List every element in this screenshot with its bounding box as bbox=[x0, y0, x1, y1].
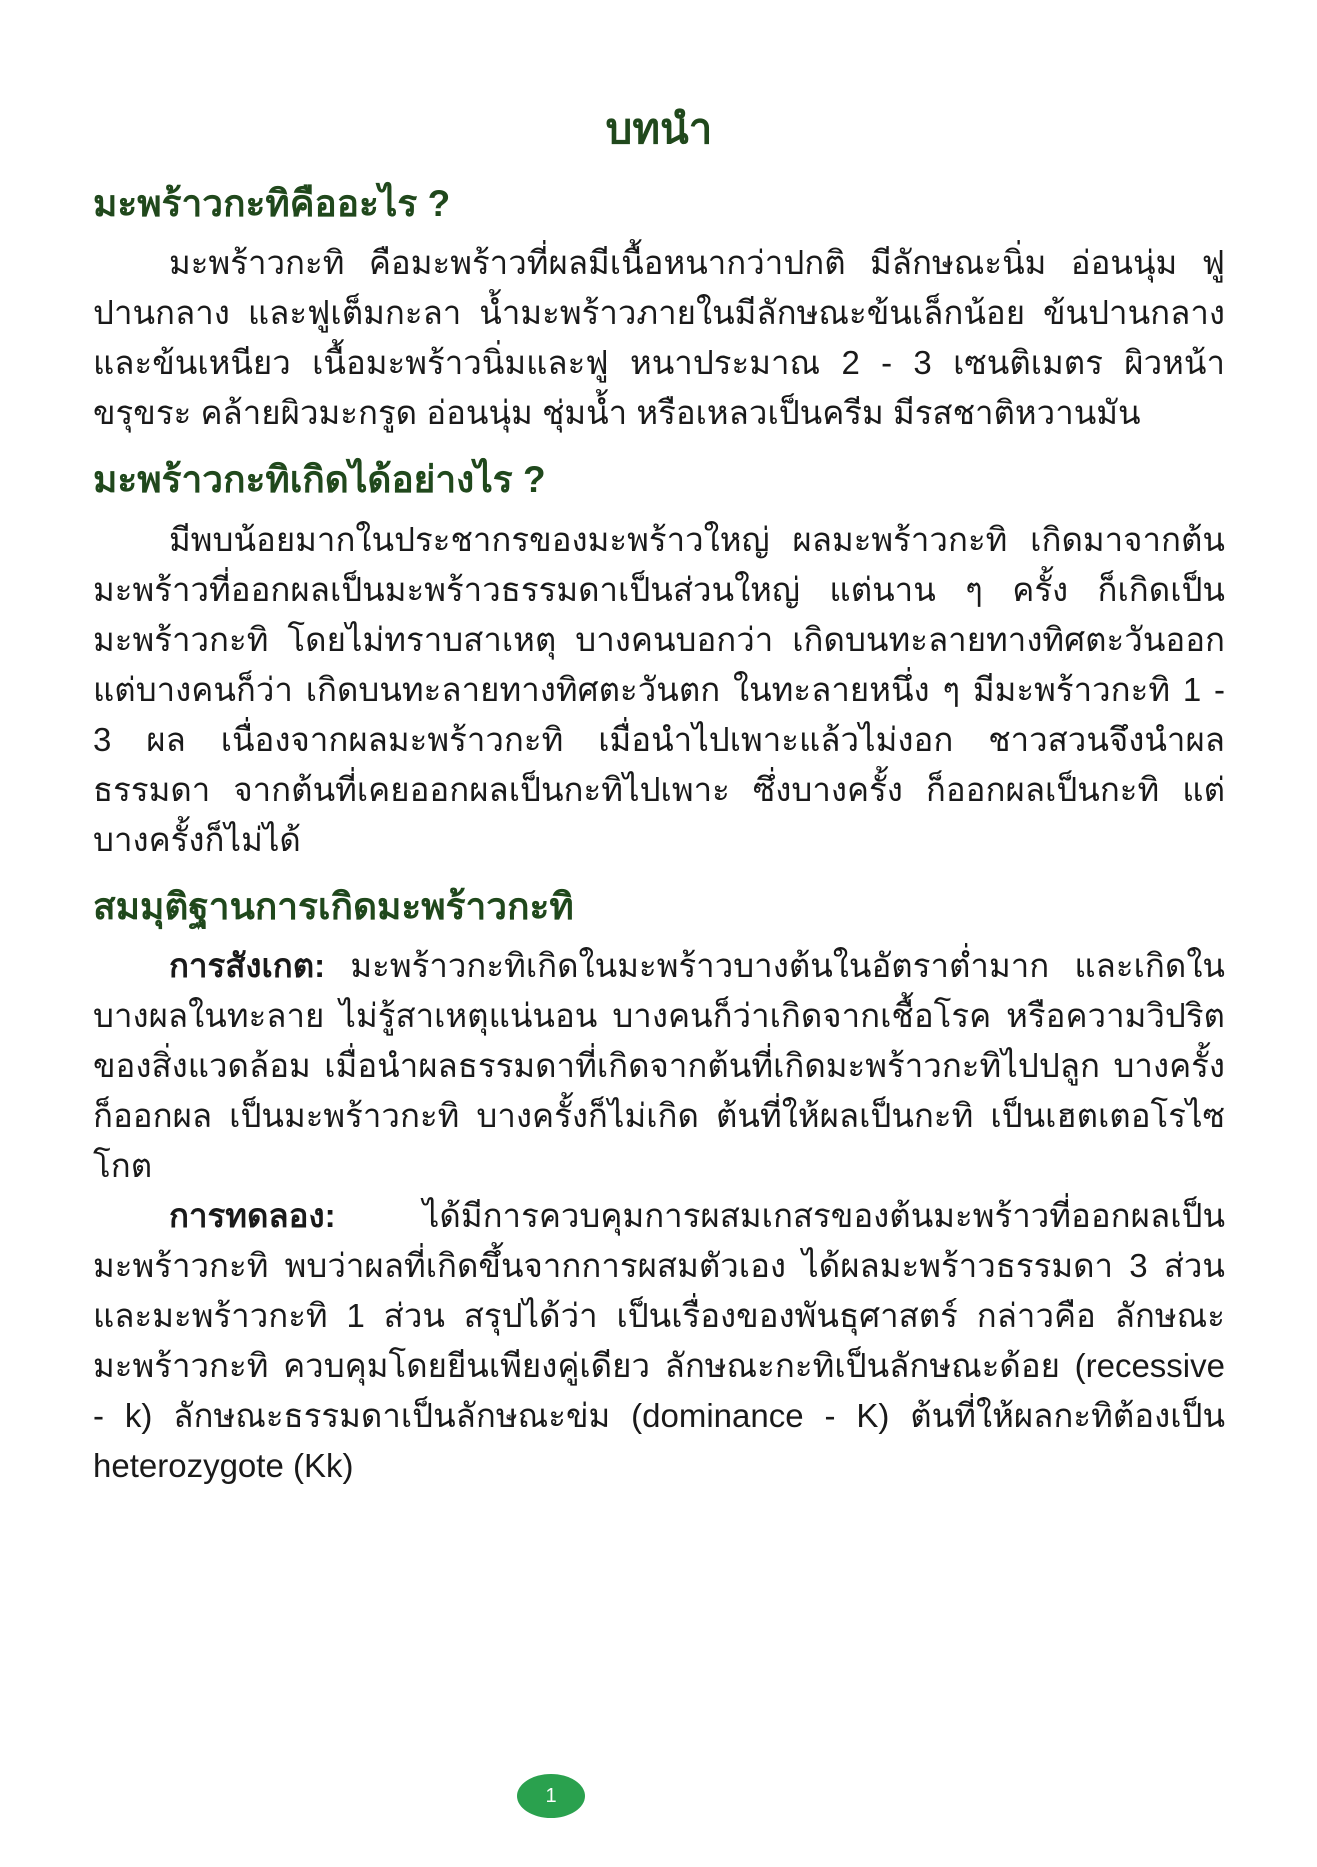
paragraph-lead-observation: การสังเกต: bbox=[169, 946, 326, 984]
section-what-is-makapuno bbox=[93, 180, 1225, 438]
paragraph-experiment bbox=[93, 1191, 1225, 1491]
paragraph-lead-experiment: การทดลอง: bbox=[169, 1196, 336, 1234]
paragraph-text: ได้มีการควบคุมการผสมเกสรของต้นมะพร้าวที่ออกผลเป็นมะพร้าวกะทิ พบว่าผลที่เกิดขึ้นจากการผสมตัวเอง ได้ผลมะพร้าวธรรมดา 3 ส่วน และมะพร้าวกะทิ 1 ส่วน สรุปได้ว่า เป็นเรื่องของพันธุศาสตร์ กล่าวคือ ลักษณะมะพร้าวกะทิ ควบคุมโดยยีนเพียงคู่เดียว ลักษณะกะทิเป็นลักษณะด้อย (recessive - k) ลักษณะธรรมดาเป็นลักษณะข่ม (dominance - K) ต้นที่ให้ผลกะทิต้องเป็น heterozygote (Kk) bbox=[93, 1196, 1225, 1484]
paragraph-text: มะพร้าวกะทิเกิดในมะพร้าวบางต้นในอัตราต่ำมาก และเกิดในบางผลในทะลาย ไม่รู้สาเหตุแน่นอน บางคนก็ว่าเกิดจากเชื้อโรค หรือความวิปริตของสิ่งแวดล้อม เมื่อนำผลธรรมดาที่เกิดจากต้นที่เกิดมะพร้าวกะทิไปปลูก บางครั้งก็ออกผล เป็นมะพร้าวกะทิ บางครั้งก็ไม่เกิด ต้นที่ให้ผลเป็นกะทิ เป็นเฮตเตอโรไซโกต bbox=[93, 946, 1225, 1184]
paragraph-text: มีพบน้อยมากในประชากรของมะพร้าวใหญ่ ผลมะพร้าวกะทิ เกิดมาจากต้นมะพร้าวที่ออกผลเป็นมะพร้าวธรรมดาเป็นส่วนใหญ่ แต่นาน ๆ ครั้ง ก็เกิดเป็นมะพร้าวกะทิ โดยไม่ทราบสาเหตุ บางคนบอกว่า เกิดบนทะลายทางทิศตะวันออก แต่บางคนก็ว่า เกิดบนทะลายทางทิศตะวันตก ในทะลายหนึ่ง ๆ มีมะพร้าวกะทิ 1 - 3 ผล เนื่องจากผลมะพร้าวกะทิ เมื่อนำไปเพาะแล้วไม่งอก ชาวสวนจึงนำผลธรรมดา จากต้นที่เคยออกผลเป็นกะทิไปเพาะ ซึ่งบางครั้ง ก็ออกผลเป็นกะทิ แต่บางครั้งก็ไม่ได้ bbox=[93, 520, 1225, 858]
section-heading-what-is: มะพร้าวกะทิคืออะไร ? bbox=[93, 183, 451, 225]
page-title: บทนำ bbox=[605, 105, 713, 152]
paragraph-text: มะพร้าวกะทิ คือมะพร้าวที่ผลมีเนื้อหนากว่าปกติ มีลักษณะนิ่ม อ่อนนุ่ม ฟูปานกลาง และฟูเต็มกะลา น้ำมะพร้าวภายในมีลักษณะข้นเล็กน้อย ข้นปานกลาง และข้นเหนียว เนื้อมะพร้าวนิ่มและฟู หนาประมาณ 2 - 3 เซนติเมตร ผิวหน้าขรุขระ คล้ายผิวมะกรูด อ่อนนุ่ม ชุ่มน้ำ หรือเหลวเป็นครีม มีรสชาติหวานมัน bbox=[93, 244, 1225, 432]
section-heading-hypothesis: สมมุติฐานการเกิดมะพร้าวกะทิ bbox=[93, 885, 574, 927]
section-hypothesis bbox=[93, 883, 1225, 1491]
page-number-badge bbox=[517, 1774, 585, 1818]
paragraph-observation bbox=[93, 941, 1225, 1191]
paragraph-what-is bbox=[93, 238, 1225, 438]
paragraph-how-occurs bbox=[93, 515, 1225, 865]
section-heading-how-occurs: มะพร้าวกะทิเกิดได้อย่างไร ? bbox=[93, 459, 546, 501]
section-how-occurs bbox=[93, 456, 1225, 864]
page-number: 1 bbox=[545, 1784, 557, 1807]
